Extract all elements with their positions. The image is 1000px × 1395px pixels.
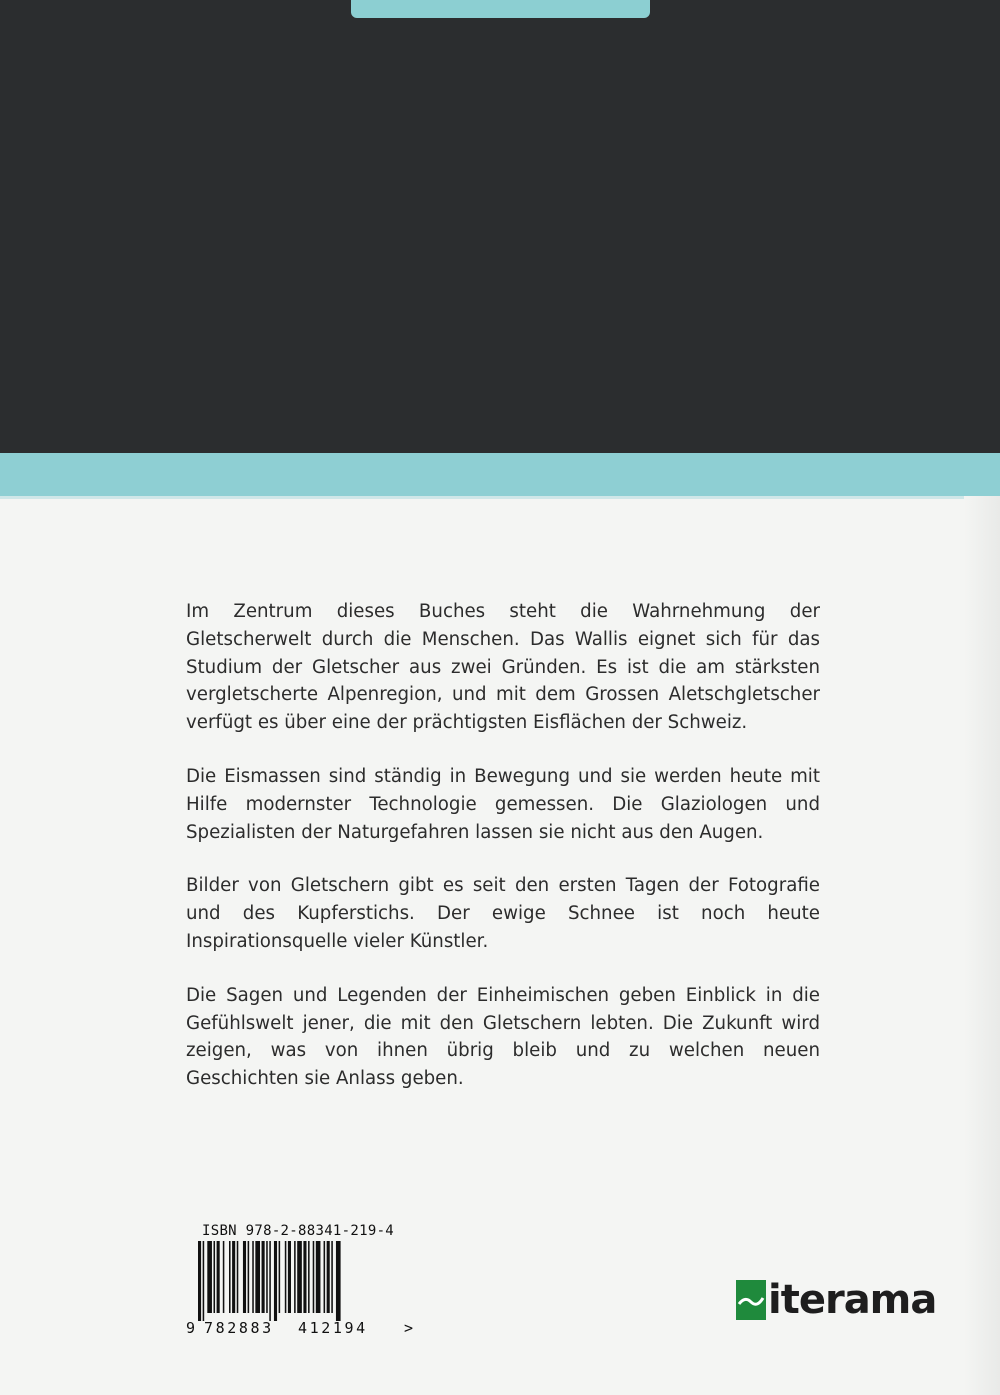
- barcode-bar: [232, 1241, 235, 1313]
- barcode-bar: [223, 1241, 225, 1313]
- barcode-bar: [203, 1241, 205, 1321]
- barcode-bar: [237, 1241, 239, 1313]
- barcode-bar: [255, 1241, 260, 1313]
- cover-edge-shadow: [964, 496, 1000, 1395]
- barcode-bar: [252, 1241, 254, 1313]
- isbn-label: ISBN 978-2-88341-219-4: [202, 1223, 395, 1239]
- barcode-bar: [324, 1241, 326, 1313]
- blurb-paragraph-2: Die Eismassen sind ständig in Bewegung und sie werden heute mit Hilfe modernster Technologie gemessen. Die Glaziologen und Spezialisten der Naturgefahren lassen sie nicht aus den Augen.: [186, 765, 820, 843]
- barcode: [186, 1241, 418, 1349]
- logo-wordmark: iterama: [768, 1277, 937, 1323]
- blurb-paragraph-1: Im Zentrum dieses Buches steht die Wahrnehmung der Gletscherwelt durch die Menschen. Das Wallis eignet sich für das Studium der Gletscher aus zwei Gründen. Es ist die am stärksten vergletscherte Alpenregion, und mit dem Grossen Aletschgletscher verfügt es über eine der prächtigsten Eisflächen der Schweiz.: [186, 601, 820, 734]
- barcode-left-group: 782883: [204, 1319, 274, 1337]
- barcode-bar: [316, 1241, 321, 1313]
- blurb-text: [186, 598, 820, 1119]
- top-teal-tab: [351, 0, 650, 18]
- barcode-bar: [229, 1241, 231, 1313]
- dark-cover-panel: [0, 0, 1000, 453]
- barcode-bar: [269, 1241, 271, 1321]
- barcode-end-marker: >: [404, 1319, 414, 1337]
- barcode-bar: [294, 1241, 296, 1313]
- barcode-bar: [198, 1241, 201, 1321]
- barcode-bar: [336, 1241, 341, 1321]
- barcode-bar: [207, 1241, 212, 1313]
- barcode-bar: [327, 1241, 330, 1313]
- barcode-bar: [262, 1241, 265, 1313]
- barcode-bar: [331, 1241, 333, 1313]
- barcode-bar: [308, 1241, 310, 1313]
- barcode-right-group: 412194: [298, 1319, 368, 1337]
- barcode-bar: [285, 1241, 287, 1313]
- barcode-bars: [186, 1241, 396, 1321]
- publisher-logo: [736, 1276, 936, 1324]
- barcode-first-digit: 9: [186, 1319, 196, 1337]
- barcode-bar: [303, 1241, 306, 1313]
- barcode-bar: [274, 1241, 277, 1321]
- barcode-bar: [288, 1241, 291, 1313]
- barcode-bar: [297, 1241, 302, 1313]
- barcode-bar: [248, 1241, 250, 1313]
- barcode-bar: [313, 1241, 315, 1313]
- barcode-bar: [243, 1241, 246, 1313]
- barcode-bar: [279, 1241, 281, 1313]
- blurb-paragraph-4: Die Sagen und Legenden der Einheimischen geben Einblick in die Gefühlswelt jener, die mit den Gletschern lebten. Die Zukunft wird zeigen, was von ihnen übrig bleib und zu welchen neuen Geschichten sie Anlass geben.: [186, 984, 820, 1090]
- teal-band: [0, 453, 1000, 496]
- logo-mark-icon: [736, 1280, 766, 1320]
- barcode-bar: [214, 1241, 216, 1313]
- barcode-bar: [266, 1241, 268, 1313]
- barcode-bar: [217, 1241, 220, 1313]
- blurb-paragraph-3: Bilder von Gletschern gibt es seit den ersten Tagen der Fotografie und des Kupferstichs. Der ewige Schnee ist noch heute Inspirationsquelle vieler Künstler.: [186, 875, 820, 952]
